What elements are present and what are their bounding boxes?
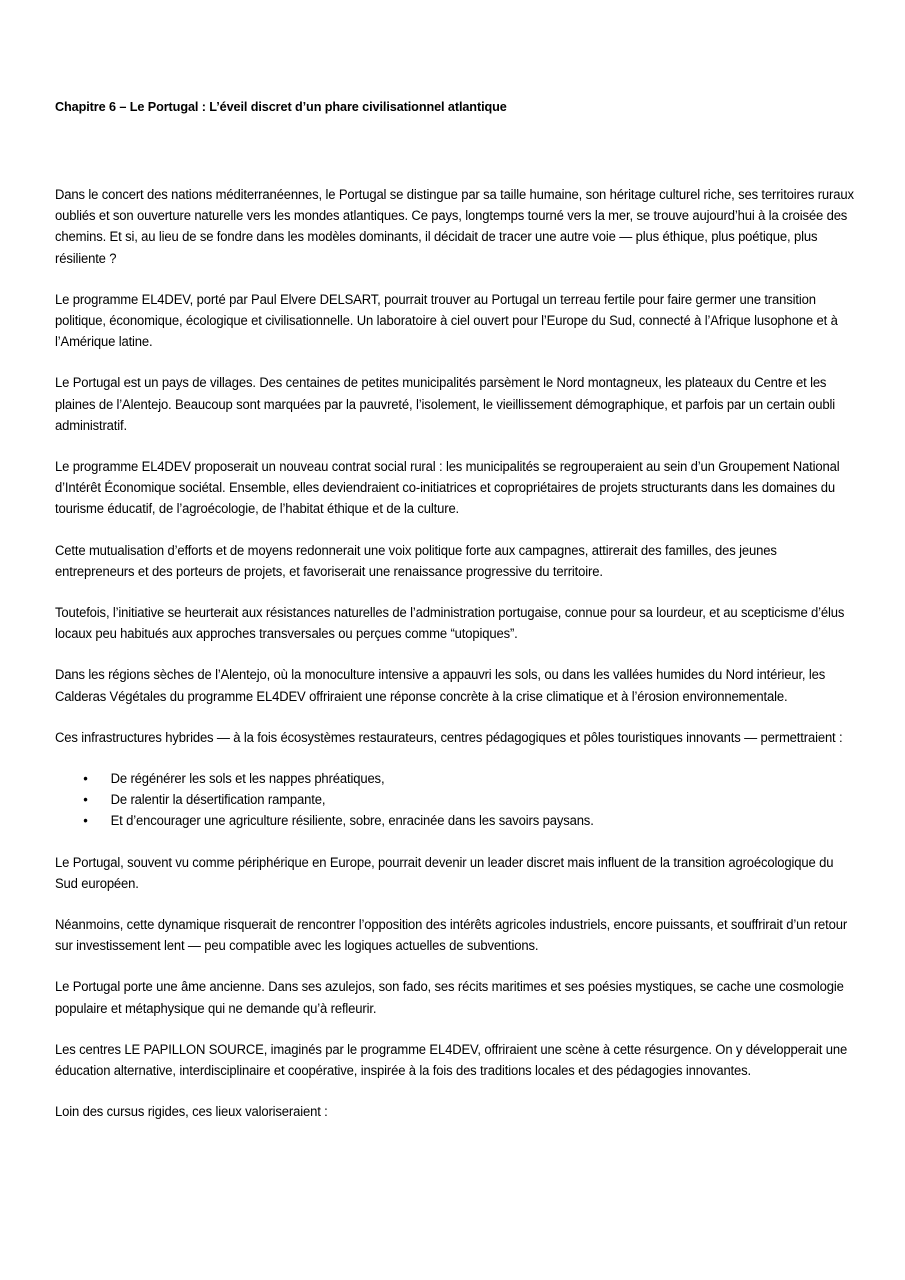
list-item [55,768,855,789]
paragraph-12: Les centres LE PAPILLON SOURCE, imaginés par le programme EL4DEV, offriraient une scène à cette résurgence. On y développerait une éducation alternative, interdisciplinaire et coopérative, inspirée à la fois des traditions locales et des pédagogies innovantes. [55,1041,848,1079]
paragraph-2: Le programme EL4DEV, porté par Paul Elvere DELSART, pourrait trouver au Portugal un terreau fertile pour faire germer une transition politique, économique, écologique et civilisationnelle. Un laboratoire à ciel ouvert pour l’Europe du Sud, connecté à l’Afrique lusophone et à l’Amérique latine. [55,291,838,350]
bullet-marker-icon: • [83,813,88,829]
paragraph-9: Le Portugal, souvent vu comme périphérique en Europe, pourrait devenir un leader discret mais influent de la transition agroécologique du Sud européen. [55,854,834,891]
title-spacer [55,115,853,184]
paragraph-8-list-intro: Ces infrastructures hybrides — à la fois écosystèmes restaurateurs, centres pédagogiques et pôles touristiques innovants — permettraient : [55,729,843,745]
bullet-marker-icon: • [83,771,88,787]
list-item-label: De ralentir la désertification rampante, [110,792,326,808]
paragraph-7: Dans les régions sèches de l’Alentejo, où la monoculture intensive a appauvri les sols, ou dans les vallées humides du Nord intérieur, les Calderas Végétales du programme EL4DEV offriraient une réponse concrète à la crise climatique et à l’érosion environnementale. [55,667,826,704]
paragraph-4: Le programme EL4DEV proposerait un nouveau contrat social rural : les municipalités se regrouperaient au sein d’un Groupement National d’Intérêt Économique sociétal. Ensemble, elles deviendraient co-initiatrices et copropriétaires de projets structurants dans les domaines du tourisme éducatif, de l’agroécologie, de l’habitat éthique et de la culture. [55,459,840,517]
document-content [55,98,853,1143]
paragraph-6: Toutefois, l’initiative se heurterait aux résistances naturelles de l’administration portugaise, connue pour sa lourdeur, et au scepticisme d’élus locaux peu habitués aux approches transversales ou perçues comme “utopiques”. [55,605,845,642]
bullet-marker-icon: • [83,792,88,808]
paragraph-10: Néanmoins, cette dynamique risquerait de rencontrer l’opposition des intérêts agricoles industriels, encore puissants, et souffrirait d’un retour sur investissement lent — peu compatible avec les logiques actuelles de subventions. [55,917,848,954]
paragraph-11: Le Portugal porte une âme ancienne. Dans ses azulejos, son fado, ses récits maritimes et ses poésies mystiques, se cache une cosmologie populaire et métaphysique qui ne demande qu’à refleurir. [55,979,844,1016]
list-item [55,789,855,810]
paragraph-5: Cette mutualisation d’efforts et de moyens redonnerait une voix politique forte aux campagnes, attirerait des familles, des jeunes entrepreneurs et des porteurs de projets, et favoriserait une renaissance progressive du territoire. [55,542,777,579]
paragraph-3: Le Portugal est un pays de villages. Des centaines de petites municipalités parsèment le Nord montagneux, les plateaux du Centre et les plaines de l’Alentejo. Beaucoup sont marquées par la pauvreté, l’isolement, le vieillissement démographique, et parfois par un certain oubli administratif. [55,375,836,433]
bullet-list [55,768,855,832]
page-title: Chapitre 6 – Le Portugal : L’éveil discret d’un phare civilisationnel atlantique [55,99,507,114]
paragraph-1: Dans le concert des nations méditerranéennes, le Portugal se distingue par sa taille humaine, son héritage culturel riche, ses territoires ruraux oubliés et son ouverture naturelle vers les mondes atlantiques. Ce pays, longtemps tourné vers la mer, se trouve aujourd’hui à la croisée des chemins. Et si, au lieu de se fondre dans les modèles dominants, il décidait de tracer une autre voie — plus éthique, plus poétique, plus résiliente ? [55,187,854,266]
list-item [55,810,855,831]
list-item-label: Et d’encourager une agriculture résiliente, sobre, enracinée dans les savoirs paysans. [110,813,594,829]
list-item-label: De régénérer les sols et les nappes phréatiques, [110,771,385,787]
paragraph-13-list-intro: Loin des cursus rigides, ces lieux valoriseraient : [55,1104,328,1120]
